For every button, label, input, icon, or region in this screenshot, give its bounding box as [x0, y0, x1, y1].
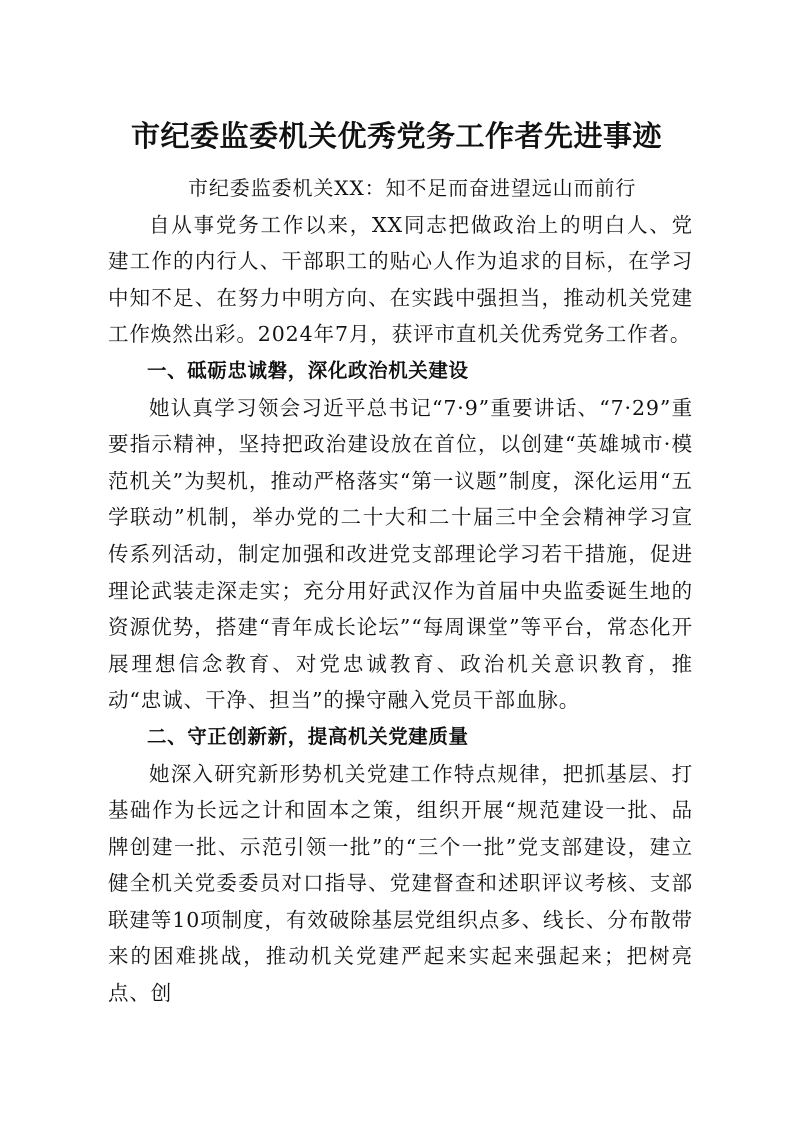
document-title: 市纪委监委机关优秀党务工作者先进事迹 — [130, 119, 662, 153]
section-paragraph-2: 她深入研究新形势机关党建工作特点规律，把抓基层、打基础作为长远之计和固本之策，组织开展“规范建设一批、品牌创建一批、示范引领一批”的“三个一批”党支部建设，建立健全机关党委委员对口指导、党建督查和述职评议考核、支部联建等10项制度，有效破除基层党组织点多、线长、分布散带来的困难挑战，推动机关党建严起来实起来强起来；把树亮点、创 — [108, 761, 693, 1006]
intro-paragraph: 自从事党务工作以来，XX同志把做政治上的明白人、党建工作的内行人、干部职工的贴心人作为追求的目标，在学习中知不足、在努力中明方向、在实践中强担当，推动机关党建工作焕然出彩。2024年7月，获评市直机关优秀党务工作者。 — [108, 212, 693, 347]
document-body — [108, 170, 693, 1012]
document-subtitle: 市纪委监委机关XX：知不足而奋进望远山而前行 — [188, 176, 637, 200]
section-paragraph-1: 她认真学习领会习近平总书记“7·9”重要讲话、“7·29”重要指示精神，坚持把政治建设放在首位，以创建“英雄城市·模范机关”为契机，推动严格落实“第一议题”制度，深化运用“五学联动”机制，举办党的二十大和二十届三中全会精神学习宣传系列活动，制定加强和改进党支部理论学习若干措施，促进理论武装走深走实；充分用好武汉作为首届中央监委诞生地的资源优势，搭建“青年成长论坛”“每周课堂”等平台，常态化开展理想信念教育、对党忠诚教育、政治机关意识教育，推动“忠诚、干净、担当”的操守融入党员干部血脉。 — [108, 395, 693, 713]
section-heading-2: 二、守正创新新，提高机关党建质量 — [147, 724, 469, 748]
section-heading-1: 一、砥砺忠诚磐，深化政治机关建设 — [147, 358, 469, 382]
